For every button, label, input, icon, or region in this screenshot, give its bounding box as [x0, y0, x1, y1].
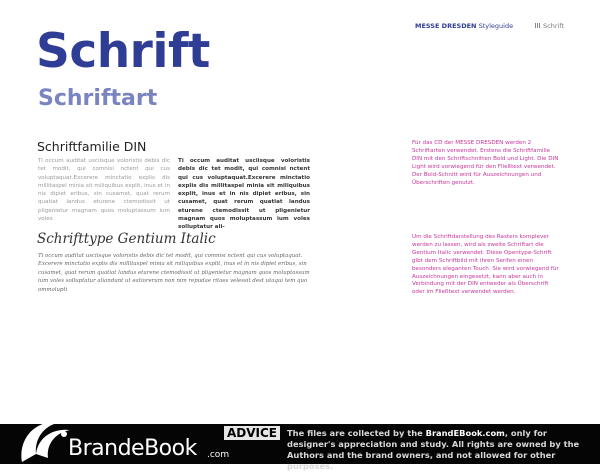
din-light-sample: Ti occum auditat usciisque voloristis debis dic tet modit, qui comnisi nctent qui cus voluptaquat.Excerere minctatio explis dis millitaspel minia sit miliquibus explit, inus et in nis dipiet eribus, sin cusamet, quat rerum quatiat landus eturene ctemodissit ut pligenietur magnam quos moluptassum ium voles: [38, 158, 170, 223]
gentium-sample: Ti occum auditat usciisque voloristis debis dic tet modit, qui comnisi nctent qui cus voluptaquat. Excerere minctatio explis dis millitaspel minia sit miliquibus explit, inus et in nis dipiet eribus, sin cusamet, quat rerum quatiat landus eturene ctemodissit ut pligenietur magnam quos moluptassum ium voles solluptatur aliandunt ut eatiorerum non nim repudae ritaes velessit dest utaqui tem quo ommolupti: [38, 253, 310, 293]
brandebook-banner: [0, 424, 600, 471]
advice-badge: ADVICE: [224, 426, 280, 440]
din-heading: Schriftfamilie DIN: [37, 139, 147, 154]
disclaimer-text: [287, 428, 593, 472]
din-bold-sample: Ti occum auditat usciisque voloristis debis dic tet modit, qui comnisi nctent qui cus voluptaquat.Excerere minctatio explis dis millitaspel minia sit miliquibus explit, inus et in nis dipiet eribus, sin cusamet, quat rerum quatiat landus eturene ctemodissit ut pligenietur magnam quos moluptassum ium voles solluptatur ali-: [178, 158, 310, 231]
brandebook-logo-suffix: .com: [207, 450, 230, 460]
header-section: [535, 22, 564, 30]
note-gentium: Um die Schriftdarstellung des Rasters komplever werden zu lassen, wird als zweite Schriftart die Gentium Italic verwendet. Diese Opentype-Schrift gibt dem Schriftbild mit ihren Serifen einen besonders eleganten Touch. Sie wird vorwiegend für Auszeichnungen eingesetzt, kann aber auch in Verbindung mit der DIN entweder als Überschrift oder im Fließtext verwendet werden.: [412, 234, 559, 296]
disclaimer-pre: The files are collected by the: [287, 428, 426, 438]
brand-name: MESSE DRESDEN: [415, 22, 477, 30]
disclaimer-site: BrandEBook.com: [425, 428, 505, 438]
guide-label: Styleguide: [478, 22, 514, 30]
disclaimer-post: , only for designer's appreciation and study. All rights are owned by the Authors and the brand owners, and not allowed for other purposes.: [287, 428, 580, 471]
section-bars-icon: [535, 23, 541, 28]
section-label: Schrift: [543, 22, 565, 30]
gentium-heading: Schrifttype Gentium Italic: [37, 231, 216, 247]
header-brand: [415, 22, 513, 30]
note-schriftarten: Für das CD der MESSE DRESDEN werden 2 Schriftarten verwendet. Erstens die Schriftfamilie DIN mit den Schriftschnitten Bold und Light. Die DIN Light wird vorwiegend für den Fließtext verwendet. Der Bold-Schnitt wird für Auszeichnungen und Überschriften genutzt.: [412, 140, 559, 186]
page-subtitle: Schriftart: [38, 86, 158, 111]
brandebook-logo: BrandeBook: [68, 436, 197, 461]
page-title: Schrift: [36, 24, 210, 79]
